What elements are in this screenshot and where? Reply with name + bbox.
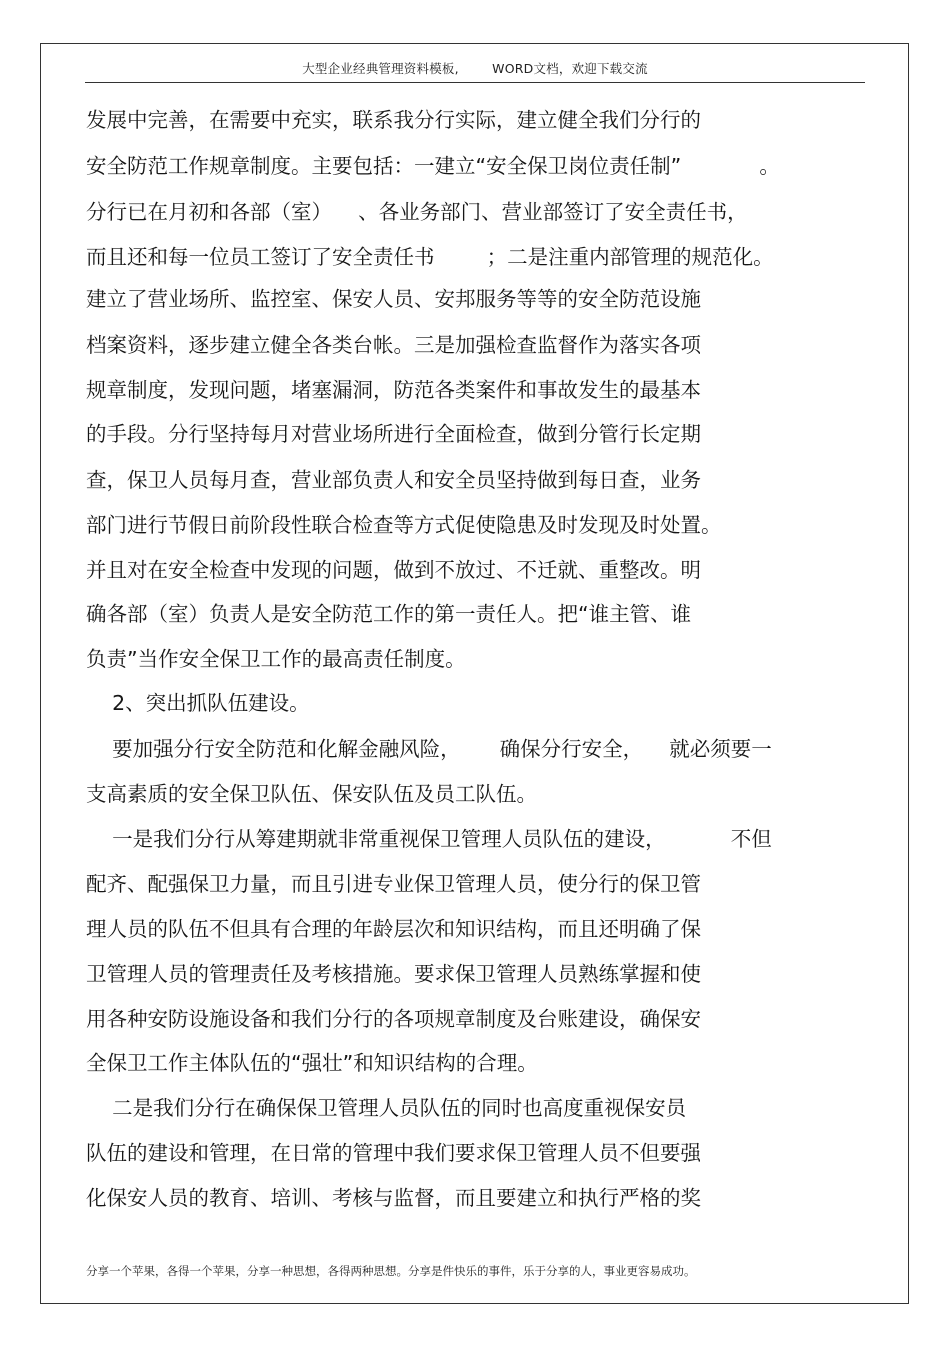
text-line: 卫管理人员的管理责任及考核措施。要求保卫管理人员熟练掌握和使: [86, 962, 701, 986]
text-line: 化保安人员的教育、培训、考核与监督，而且要建立和执行严格的奖: [86, 1186, 701, 1210]
text-line: 并且对在安全检查中发现的问题，做到不放过、不迁就、重整改。明: [86, 558, 701, 582]
text-line: 部门进行节假日前阶段性联合检查等方式促使隐患及时发现及时处置。: [86, 513, 722, 537]
text-line: 二是我们分行在确保保卫管理人员队伍的同时也高度重视保安员: [86, 1096, 687, 1120]
page-header: 大型企业经典管理资料模板, WORD文档，欢迎下载交流: [302, 61, 648, 76]
text-line: 的手段。分行坚持每月对营业场所进行全面检查，做到分管行长定期: [86, 422, 701, 446]
text-line: 配齐、配强保卫力量，而且引进专业保卫管理人员，使分行的保卫管: [86, 872, 701, 896]
text-line: 用各种安防设施设备和我们分行的各项规章制度及台账建设，确保安: [86, 1007, 701, 1031]
text-line: 安全防范工作规章制度。主要包括：一建立“安全保卫岗位责任制” 。: [86, 154, 780, 178]
text-line: 理人员的队伍不但具有合理的年龄层次和知识结构，而且还明确了保: [86, 917, 701, 941]
section-heading: 2、突出抓队伍建设。: [86, 691, 310, 715]
text-line: 负责”当作安全保卫工作的最高责任制度。: [86, 647, 466, 671]
text-line: 一是我们分行从筹建期就非常重视保卫管理人员队伍的建设， 不但: [86, 827, 772, 851]
text-line: 规章制度，发现问题，堵塞漏洞，防范各类案件和事故发生的最基本: [86, 378, 701, 402]
text-line: 发展中完善，在需要中充实，联系我分行实际，建立健全我们分行的: [86, 108, 701, 132]
text-line: 分行已在月初和各部（室） 、各业务部门、营业部签订了安全责任书，: [86, 200, 748, 224]
text-line: 而且还和每一位员工签订了安全责任书 ；二是注重内部管理的规范化。: [86, 245, 774, 269]
text-line: 队伍的建设和管理，在日常的管理中我们要求保卫管理人员不但要强: [86, 1141, 701, 1165]
page-footer: 分享一个苹果，各得一个苹果，分享一种思想，各得两种思想。分享是件快乐的事件，乐于分享的人，事业更容易成功。: [86, 1264, 696, 1278]
text-line: 档案资料，逐步建立健全各类台帐。三是加强检查监督作为落实各项: [86, 333, 701, 357]
text-line: 全保卫工作主体队伍的“强壮”和知识结构的合理。: [86, 1051, 538, 1075]
text-line: 确各部（室）负责人是安全防范工作的第一责任人。把“谁主管、谁: [86, 602, 692, 626]
text-line: 要加强分行安全防范和化解金融风险， 确保分行安全， 就必须要一: [86, 737, 772, 761]
text-line: 建立了营业场所、监控室、保安人员、安邦服务等等的安全防范设施: [86, 287, 701, 311]
header-divider: [85, 82, 865, 83]
text-line: 支高素质的安全保卫队伍、保安队伍及员工队伍。: [86, 782, 537, 806]
text-line: 查，保卫人员每月查，营业部负责人和安全员坚持做到每日查，业务: [86, 468, 701, 492]
